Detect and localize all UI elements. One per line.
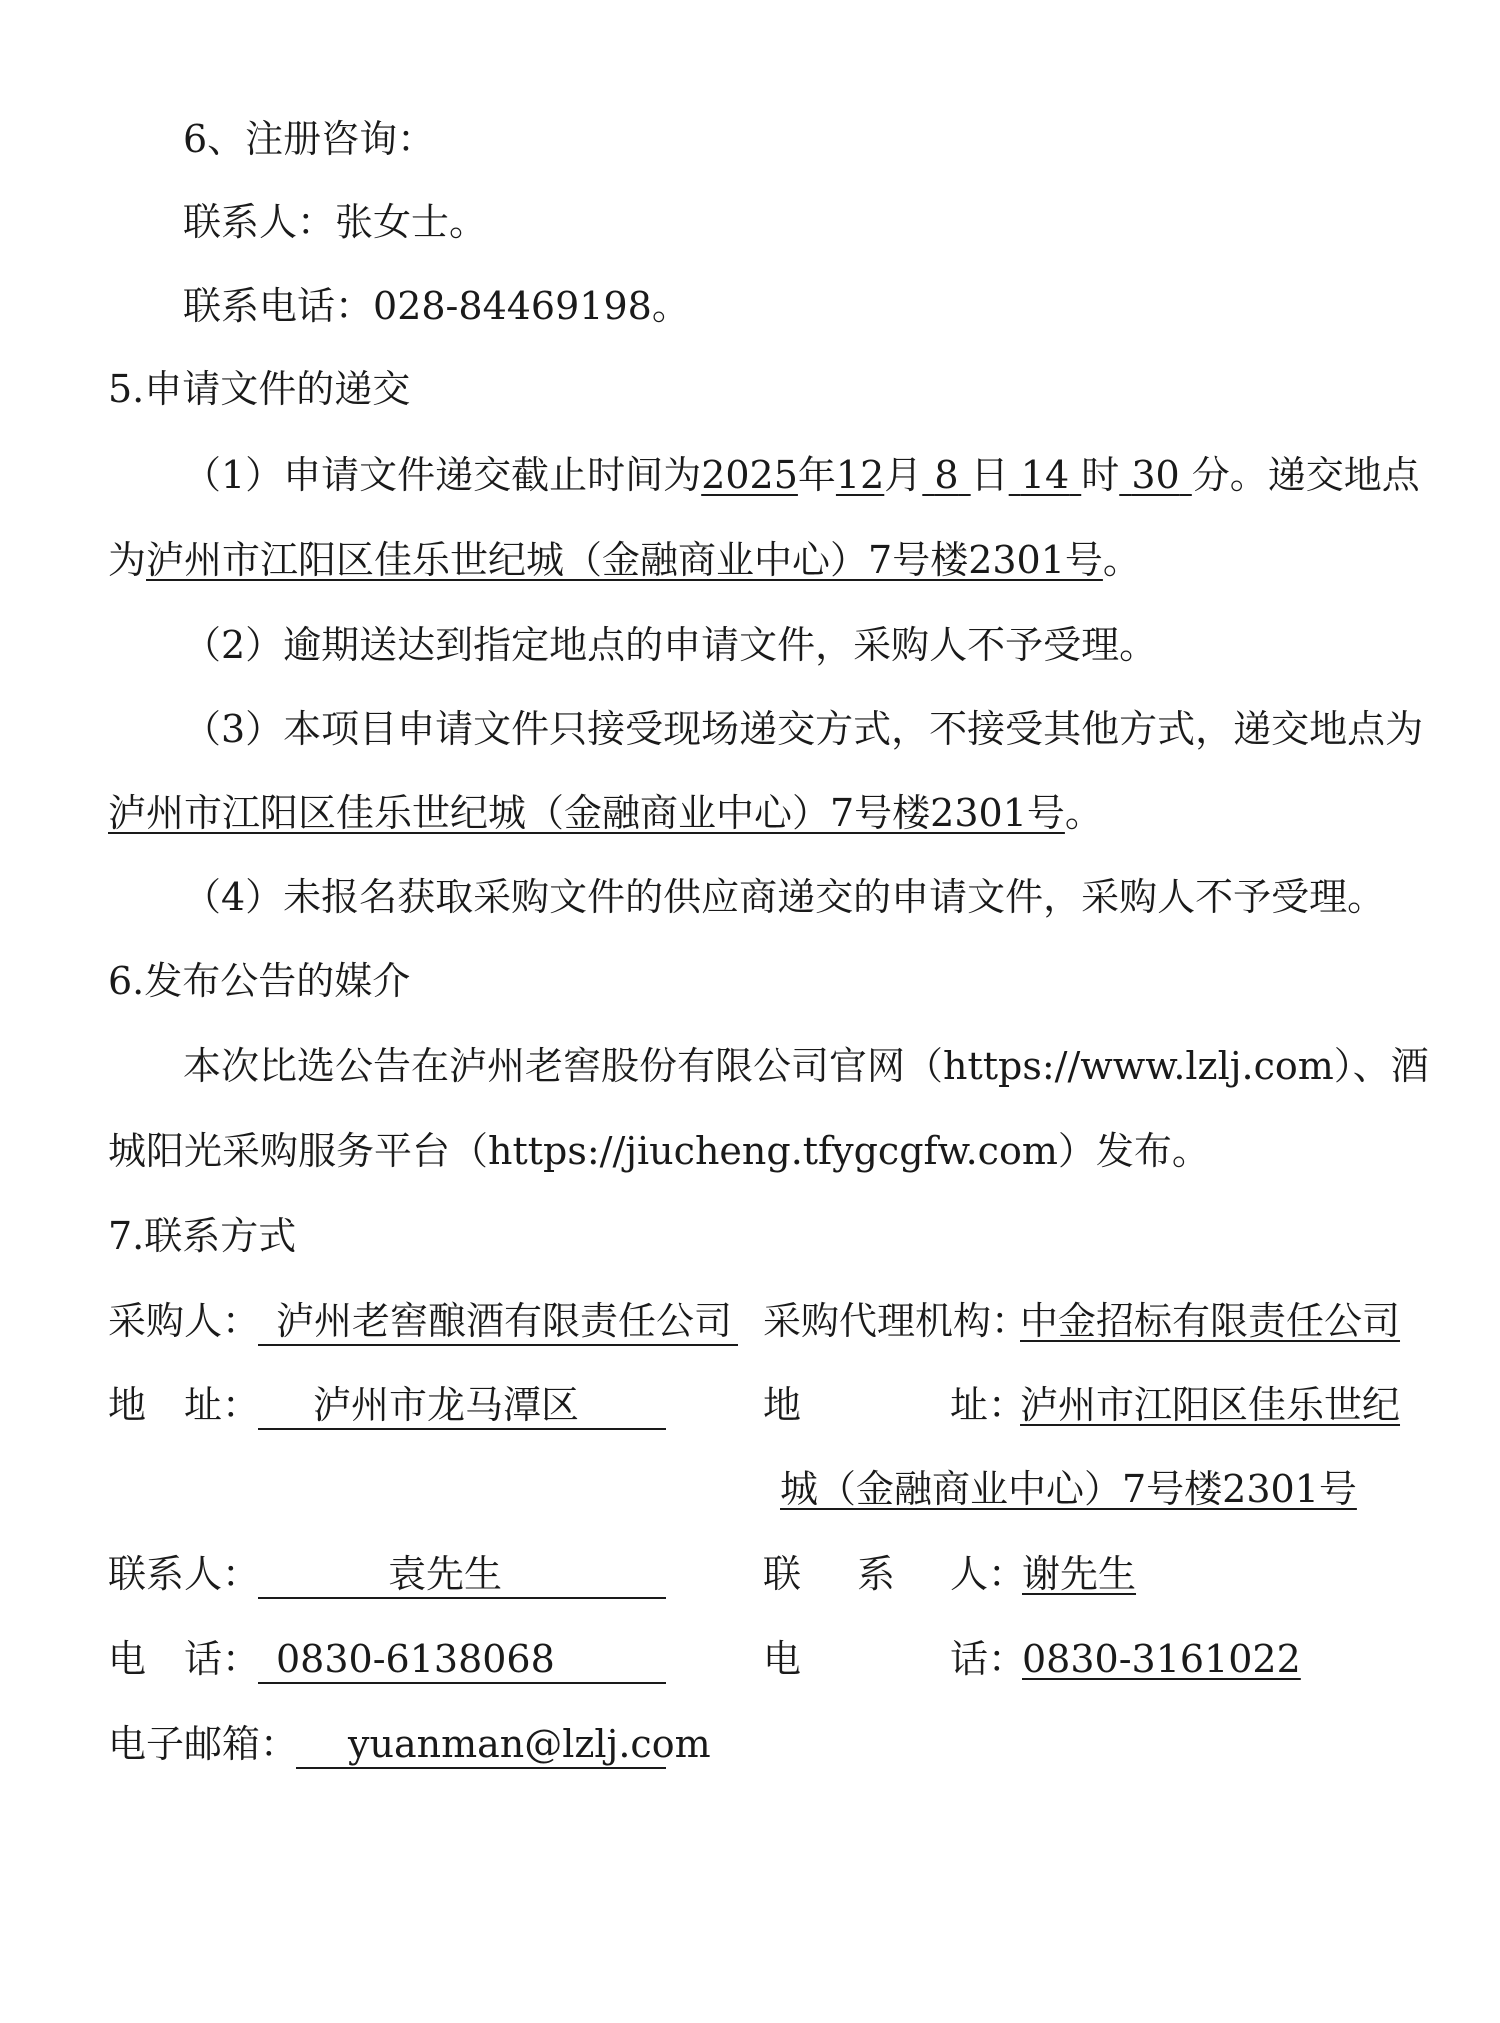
purchaser-name-blank: [258, 1298, 738, 1346]
agency-contact-label-c: 人：: [950, 1552, 1027, 1596]
s6-line1: 本次比选公告在泸州老窖股份有限公司官网（https://www.lzlj.com）、酒: [183, 1044, 1429, 1088]
s5-p3-line1: （3）本项目申请文件只接受现场递交方式，不接受其他方式，递交地点为: [183, 707, 1424, 751]
purchaser-address-label: 地 址：: [108, 1383, 261, 1427]
s5-p1-line2: [108, 537, 1141, 583]
purchaser-label: 采购人：: [108, 1299, 261, 1343]
deadline-year: 2025: [701, 453, 798, 497]
hour-unit: 时: [1081, 453, 1120, 497]
purchaser-name: 泸州老窖酿酒有限责任公司: [276, 1299, 733, 1343]
consult-heading: 6、注册咨询：: [183, 117, 436, 161]
agency-name: 中金招标有限责任公司: [1020, 1299, 1401, 1343]
purchaser-contact-blank: [258, 1551, 666, 1599]
end-mark: 。: [651, 284, 690, 328]
deadline-minute: 30: [1131, 453, 1180, 497]
purchaser-address-blank: [258, 1382, 666, 1430]
purchaser-email: yuanman@lzlj.com: [348, 1722, 711, 1766]
purchaser-phone: 0830-6138068: [276, 1637, 555, 1681]
submission-address-2: 泸州市江阳区佳乐世纪城（金融商业中心）7号楼2301号: [108, 791, 1065, 835]
purchaser-phone-label: 电 话：: [108, 1637, 261, 1681]
agency-address-label-a: 地: [763, 1383, 802, 1427]
purchaser-contact: 袁先生: [388, 1552, 503, 1596]
section6-title: 6.发布公告的媒介: [108, 959, 411, 1003]
agency-phone-label-b: 话：: [950, 1637, 1027, 1681]
s5-p1-line1: [183, 452, 1420, 498]
agency-contact-label-a: 联: [763, 1552, 802, 1596]
deadline-month: 12: [835, 453, 885, 497]
section7-title: 7.联系方式: [108, 1214, 297, 1258]
s5-p1-prefix: （1）申请文件递交截止时间为: [183, 453, 702, 497]
s6-line2: 城阳光采购服务平台（https://jiucheng.tfygcgfw.com）发布。: [108, 1129, 1210, 1173]
consult-contact-label: 联系人：: [183, 200, 336, 244]
year-unit: 年: [797, 453, 836, 497]
submission-address: 泸州市江阳区佳乐世纪城（金融商业中心）7号楼2301号: [146, 538, 1103, 582]
agency-contact: 谢先生: [1022, 1552, 1137, 1596]
consult-contact-line: [183, 199, 487, 245]
end-mark: 。: [449, 200, 488, 244]
agency-address-line1: 泸州市江阳区佳乐世纪: [1020, 1383, 1401, 1427]
consult-phone: 028-84469198: [373, 284, 652, 328]
purchaser-contact-label: 联系人：: [108, 1552, 261, 1596]
purchaser-email-blank: [296, 1721, 711, 1769]
agency-phone: 0830-3161022: [1022, 1637, 1301, 1681]
purchaser-address: 泸州市龙马潭区: [313, 1383, 580, 1427]
s5-p1-line2-suffix: 。: [1102, 538, 1141, 582]
purchaser-phone-blank: [258, 1636, 666, 1684]
consult-phone-label: 联系电话：: [183, 284, 374, 328]
agency-contact-label-b: 系: [857, 1552, 896, 1596]
day-unit: 日: [970, 453, 1009, 497]
deadline-hour: 14: [1020, 453, 1070, 497]
section5-title: 5.申请文件的递交: [108, 367, 411, 411]
deadline-day: 8: [934, 453, 959, 497]
purchaser-email-label: 电子邮箱：: [108, 1722, 299, 1766]
agency-address-line2: 城（金融商业中心）7号楼2301号: [780, 1467, 1357, 1511]
s5-p1-line2-prefix: 为: [108, 538, 147, 582]
s5-p3-line2: [108, 790, 1103, 836]
agency-label: 采购代理机构：: [763, 1299, 1030, 1343]
minute-unit: 分。递交地点: [1191, 453, 1420, 497]
agency-address-label-b: 址：: [950, 1383, 1027, 1427]
s5-p4: （4）未报名获取采购文件的供应商递交的申请文件，采购人不予受理。: [183, 875, 1386, 919]
consult-contact-name: 张女士: [335, 200, 450, 244]
s5-p2: （2）逾期送达到指定地点的申请文件，采购人不予受理。: [183, 623, 1158, 667]
s5-p3-suffix: 。: [1064, 791, 1103, 835]
month-unit: 月: [884, 453, 923, 497]
agency-phone-label-a: 电: [763, 1637, 802, 1681]
consult-phone-line: [183, 283, 690, 329]
